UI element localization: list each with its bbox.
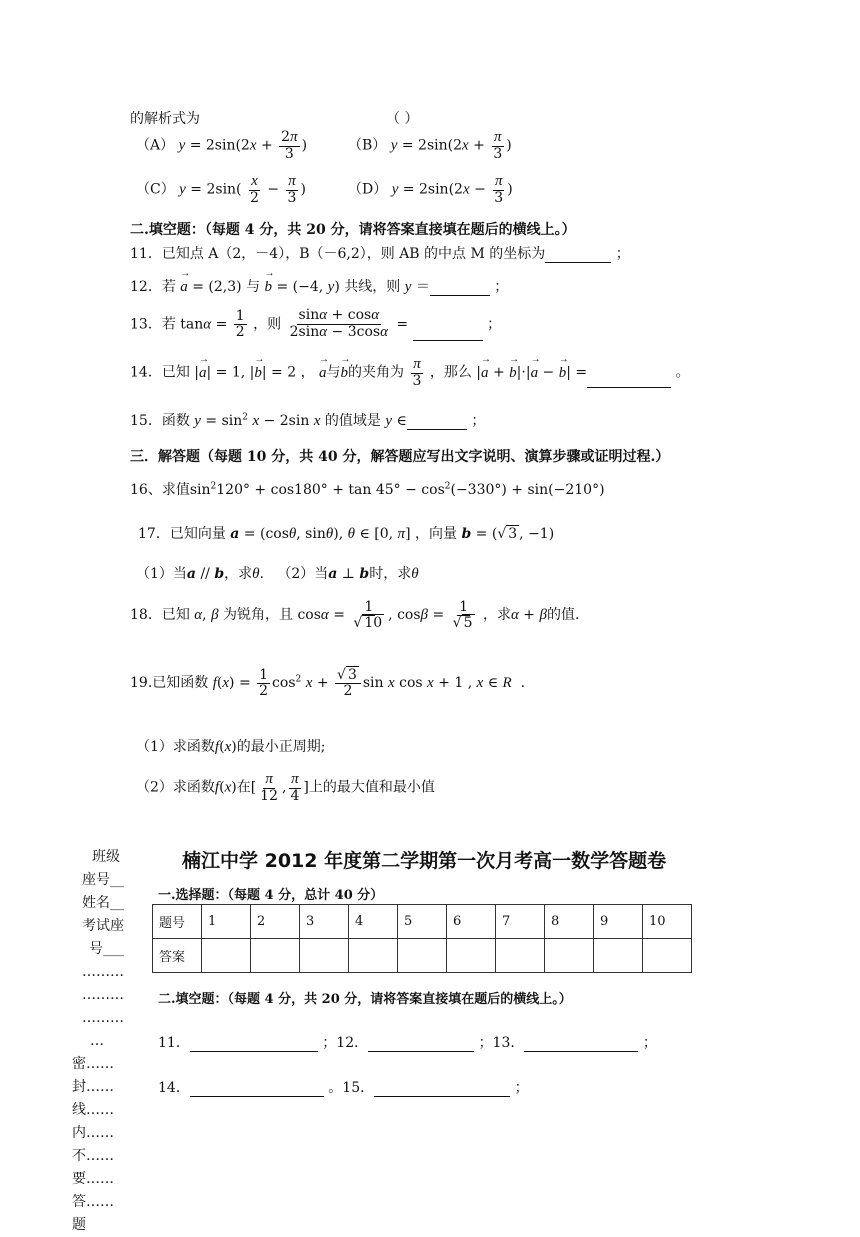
q12: 12．若 → a = (2,3) 与 → b = (−4, y) 共线，则 y ＝ ； [130,276,508,296]
question-number-cell: 9 [594,905,643,939]
blank-13[interactable] [524,1037,638,1052]
sidebar-exam-seat: 考试座 [82,918,124,934]
answer-sheet-title: 楠江中学 2012 年度第二学期第一次月考高一数学答题卷 [182,850,667,872]
sidebar-seal-char: 不…… [72,1148,114,1164]
blank-14[interactable] [190,1082,324,1097]
q11: 11．已知点 A（2，－4），B（－6,2），则 AB 的中点 M 的坐标为 ； [130,246,630,262]
section3-heading: 三．解答题（每题 10 分，共 40 分，解答题应写出文字说明、演算步骤或证明过程.） [130,449,670,465]
seal-sidebar [62,846,124,1237]
question-number-cell: 8 [545,905,594,939]
q13: 13．若 tanα = $\frac{1}{2}$ ，则 $\frac{\sin\alpha + \cos\alpha}{2\sin\alpha - 3\cos\alpha}$ = ； [130,307,502,340]
fill-blanks-row2: 14． 。15． ； [158,1080,529,1096]
sidebar-seal-char: 要…… [72,1171,114,1187]
q19-part2: （2）求函数f(x)在[ $\frac{\pi}{12}$ , $\frac{\pi}{4}$ ]上的最大值和最小值 [136,771,435,804]
answer-cell[interactable] [447,939,496,973]
row-answer-label: 答案 [153,939,202,973]
answer-section1-heading: 一.选择题：（每题 4 分，总计 40 分） [158,888,384,903]
q9-option-d: （D） y = 2sin(2x − $\frac{\pi}{3}$ ) [348,173,513,206]
sidebar-class: 班级 [92,849,120,865]
answer-cell[interactable] [594,939,643,973]
fill-blanks-row1: 11． ；12． ；13． ； [158,1035,657,1051]
answer-cell[interactable] [349,939,398,973]
answer-cell[interactable] [251,939,300,973]
question-number-cell: 3 [300,905,349,939]
sidebar-seal-char: 题 [72,1217,86,1233]
sidebar-dots: … [90,1033,104,1049]
answer-cell[interactable] [496,939,545,973]
blank-15[interactable] [374,1082,510,1097]
question-number-cell: 2 [251,905,300,939]
q9-option-a: （A） y = 2sin(2x + $\frac{2\pi}{3}$ ) [136,129,308,162]
q17-parts: （1）当a // b，求θ. （2）当a ⊥ b时，求θ [136,566,419,582]
sidebar-seal-char: 内…… [72,1125,114,1141]
answer-section2-heading: 二.填空题：（每题 4 分，共 20 分，请将答案直接填在题后的横线上。） [158,992,572,1007]
sidebar-exam-seat-no: 号___ [89,941,124,957]
q19-part1: （1）求函数f(x)的最小正周期; [136,739,326,755]
answer-cell[interactable] [643,939,692,973]
answer-cell[interactable] [398,939,447,973]
question-number-cell: 5 [398,905,447,939]
answer-cell[interactable] [545,939,594,973]
q9-stem: 的解析式为 [130,111,200,127]
q9-option-c: （C） y = 2sin( $\frac{x}{2}$ − $\frac{\pi}{3}$ ) [136,173,306,206]
sidebar-name: 姓名__ [82,895,124,911]
sidebar-seal-char: 密…… [72,1056,114,1072]
blank-12[interactable] [368,1037,474,1052]
answer-cell[interactable] [300,939,349,973]
table-row [153,905,692,939]
q9-option-b: （B） y = 2sin(2x + $\frac{\pi}{3}$ ) [348,129,512,162]
table-row [153,939,692,973]
question-number-cell: 6 [447,905,496,939]
q9-answer-paren: （ ） [386,111,419,127]
q14: 14．已知 |→ a| = 1, |→ b| = 2 ， → a与→ b的夹角为 $\frac{\pi}{3}$ ，那么 |→ a + → b|·|→ a − → b| = 。 [130,357,690,388]
q16: 16、求值$\sin^2120^\circ + \cos 180^\circ + \tan 45^\circ - \cos^2(-330^\circ) + \sin(-210^\circ)$ [130,481,605,498]
sidebar-seal-char: 线…… [72,1102,114,1118]
question-number-cell: 1 [202,905,251,939]
sidebar-dots: ……… [82,987,124,1003]
section2-heading: 二.填空题：（每题 4 分，共 20 分，请将答案直接填在题后的横线上。） [130,222,576,238]
question-number-cell: 10 [643,905,692,939]
row-header-cell: 题号 [153,905,202,939]
blank-11[interactable] [190,1037,318,1052]
q19: 19.已知函数 f(x) = $\frac{1}{2}$ $\cos^2 x$ + $\frac{√ 3}{2}$ sin x cos x + 1 , x ∈ R . [130,667,526,699]
question-number-cell: 4 [349,905,398,939]
sidebar-dots: ……… [82,1010,124,1026]
sidebar-seat: 座号__ [82,872,124,888]
q18: 18．已知 α, β 为锐角，且 cosα = $\frac{1}{√ 10}$ , cosβ = $\frac{1}{√ 5}$ ，求α + β的值. [130,599,580,631]
sidebar-seal-char: 答…… [72,1194,114,1210]
sidebar-seal-char: 封…… [72,1079,114,1095]
answer-cell[interactable] [202,939,251,973]
question-number-cell: 7 [496,905,545,939]
q15: 15．函数 $y = \sin^2 x - 2\sin$ x 的值域是 y ∈ ； [130,412,486,429]
answer-table [152,904,692,973]
q17: 17．已知向量 a = (cosθ, sinθ), θ ∈ [0, π] ，向量 b = (√ 3 , −1) [138,526,555,542]
sidebar-dots: ……… [82,964,124,980]
